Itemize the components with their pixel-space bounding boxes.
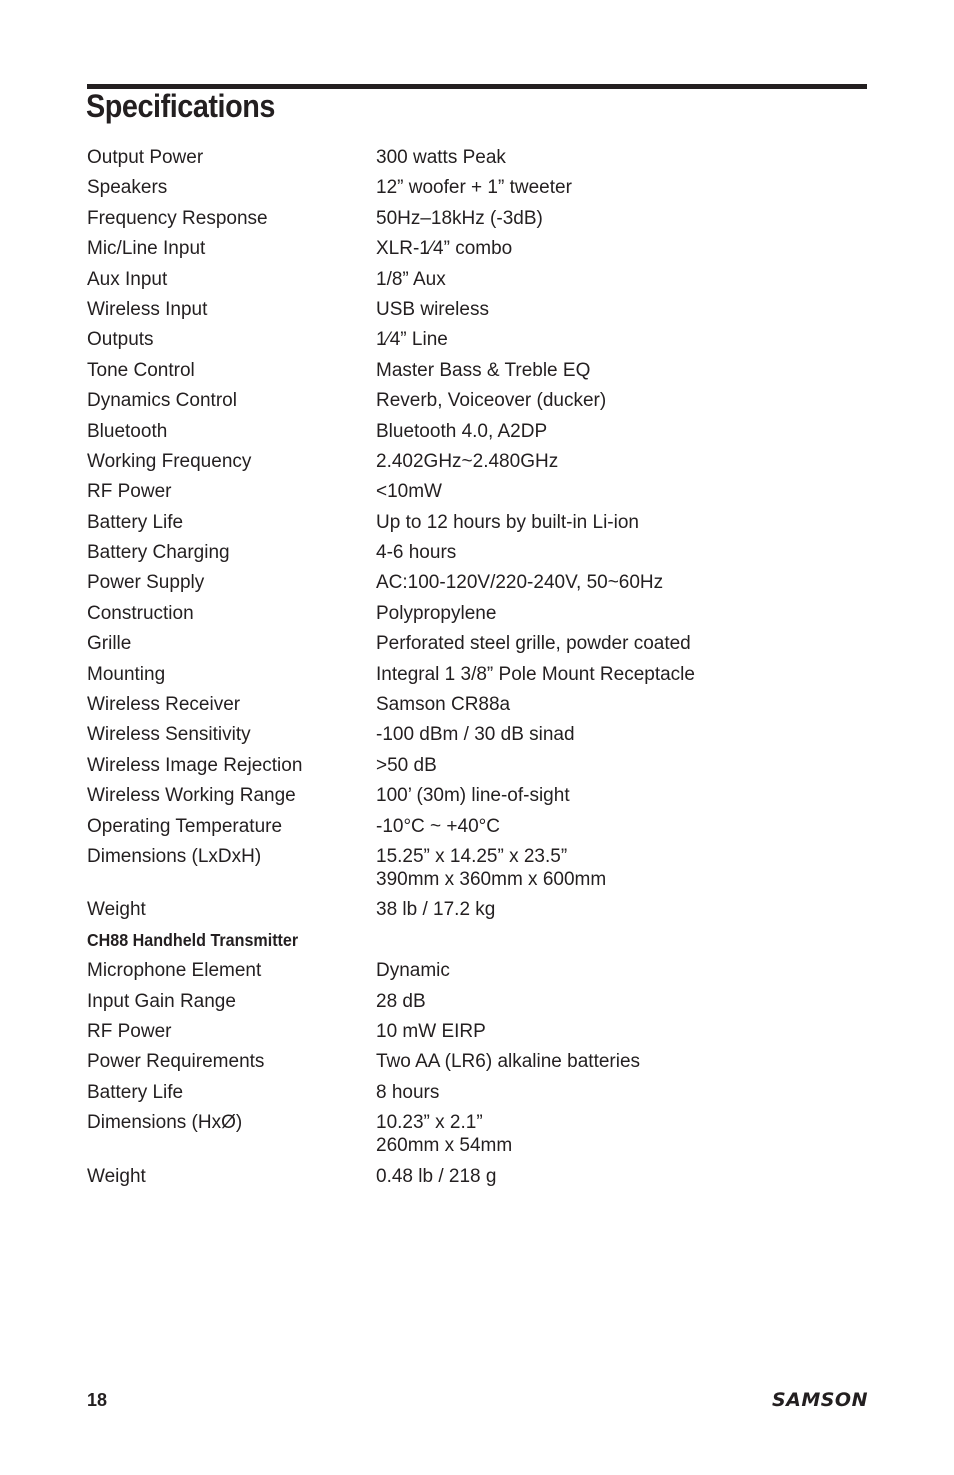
spec-row <box>87 693 867 716</box>
spec-value <box>376 754 867 777</box>
spec-label: Microphone Element <box>87 960 262 982</box>
spec-row <box>87 754 867 777</box>
spec-value-line: Bluetooth 4.0, A2DP <box>376 420 548 442</box>
spec-value <box>376 541 867 564</box>
spec-row <box>87 480 867 503</box>
spec-label: Wireless Receiver <box>87 694 241 716</box>
spec-value-line: 28 dB <box>376 990 426 1012</box>
spec-row <box>87 359 867 382</box>
specifications-table <box>87 146 867 1195</box>
spec-value <box>376 298 867 321</box>
spec-value <box>376 1165 867 1188</box>
spec-label: Working Frequency <box>87 450 252 472</box>
page-number: 18 <box>87 1390 108 1410</box>
spec-label: Dimensions (HxØ) <box>87 1112 243 1134</box>
spec-label: Weight <box>87 1165 146 1187</box>
spec-value <box>376 898 867 921</box>
spec-value-line: Up to 12 hours by built-in Li-ion <box>376 511 639 533</box>
spec-label: Battery Life <box>87 511 184 533</box>
spec-value <box>376 420 867 443</box>
spec-row <box>87 663 867 686</box>
spec-label: Operating Temperature <box>87 815 283 837</box>
spec-value <box>376 693 867 716</box>
spec-value-line: 4-6 hours <box>376 542 457 564</box>
spec-value <box>376 663 867 686</box>
spec-row <box>87 207 867 230</box>
page-title: Specifications <box>86 88 275 124</box>
spec-value <box>376 959 867 982</box>
spec-row <box>87 1165 867 1188</box>
spec-value-line: >50 dB <box>376 754 437 776</box>
spec-value <box>376 723 867 746</box>
spec-row <box>87 541 867 564</box>
spec-value-line: 1/8” Aux <box>376 268 446 290</box>
spec-value <box>376 359 867 382</box>
spec-label: Construction <box>87 602 194 624</box>
spec-value-line: USB wireless <box>376 298 489 320</box>
spec-row <box>87 1111 867 1157</box>
spec-label: Mounting <box>87 663 166 685</box>
spec-value-line: 10.23” x 2.1” <box>376 1112 483 1134</box>
spec-value-line: 2.402GHz~2.480GHz <box>376 450 559 472</box>
spec-value-line: 15.25” x 14.25” x 23.5” <box>376 845 568 867</box>
spec-row <box>87 450 867 473</box>
spec-label: Power Requirements <box>87 1051 265 1073</box>
spec-label: Wireless Sensitivity <box>87 724 251 746</box>
spec-label: RF Power <box>87 1020 172 1042</box>
spec-row <box>87 268 867 291</box>
spec-label: Frequency Response <box>87 207 268 229</box>
spec-value-line: Samson CR88a <box>376 694 511 716</box>
spec-label: Power Supply <box>87 572 205 594</box>
spec-row <box>87 959 867 982</box>
spec-label: Bluetooth <box>87 420 168 442</box>
spec-row <box>87 420 867 443</box>
spec-value-line: Integral 1 3/8” Pole Mount Receptacle <box>376 663 695 685</box>
spec-row <box>87 571 867 594</box>
spec-value <box>376 990 867 1013</box>
spec-value-line: AC:100-120V/220-240V, 50~60Hz <box>376 572 664 594</box>
spec-value-line: XLR-1⁄4” combo <box>376 238 513 260</box>
spec-value-line: 38 lb / 17.2 kg <box>376 899 496 921</box>
spec-value-line: 10 mW EIRP <box>376 1020 486 1042</box>
spec-value <box>376 237 867 260</box>
spec-row <box>87 845 867 891</box>
spec-value-line: 12” woofer + 1” tweeter <box>376 177 572 199</box>
spec-value <box>376 328 867 351</box>
spec-value-line: 300 watts Peak <box>376 147 506 168</box>
spec-label: Wireless Input <box>87 298 208 320</box>
spec-label: Mic/Line Input <box>87 238 206 260</box>
speaker-specs <box>87 146 867 921</box>
spec-value-line: 390mm x 360mm x 600mm <box>376 868 607 890</box>
spec-value <box>376 1020 867 1043</box>
spec-row <box>87 1020 867 1043</box>
spec-value <box>376 176 867 199</box>
spec-value <box>376 268 867 291</box>
spec-label: Wireless Image Rejection <box>87 754 303 776</box>
spec-row <box>87 511 867 534</box>
transmitter-specs <box>87 959 867 1187</box>
spec-value-line: Perforated steel grille, powder coated <box>376 633 691 655</box>
spec-value-line: <10mW <box>376 481 442 503</box>
spec-value-line: Master Bass & Treble EQ <box>376 359 591 381</box>
spec-label: RF Power <box>87 481 172 503</box>
spec-label: Grille <box>87 633 132 655</box>
spec-value <box>376 389 867 412</box>
spec-value-line: Reverb, Voiceover (ducker) <box>376 390 607 412</box>
spec-row <box>87 898 867 921</box>
spec-label: Tone Control <box>87 359 195 381</box>
transmitter-heading: CH88 Handheld Transmitter <box>87 929 299 950</box>
spec-label: Wireless Working Range <box>87 785 296 807</box>
samson-logo: SAMSON <box>771 1389 868 1411</box>
spec-label: Dimensions (LxDxH) <box>87 845 262 867</box>
spec-value-line: 1⁄4” Line <box>376 329 448 351</box>
spec-label: Battery Charging <box>87 542 230 564</box>
spec-row <box>87 298 867 321</box>
spec-value-line: -10°C ~ +40°C <box>376 815 500 837</box>
spec-label: Outputs <box>87 329 154 351</box>
spec-value <box>376 1111 867 1157</box>
spec-label: Input Gain Range <box>87 990 236 1012</box>
spec-label: Battery Life <box>87 1081 184 1103</box>
spec-value-line: 8 hours <box>376 1081 440 1103</box>
spec-row <box>87 237 867 260</box>
spec-value-line: Dynamic <box>376 960 450 982</box>
spec-row <box>87 1050 867 1073</box>
spec-label: Aux Input <box>87 268 168 290</box>
spec-row <box>87 389 867 412</box>
spec-value <box>376 1081 867 1104</box>
spec-value-line: Polypropylene <box>376 602 497 624</box>
spec-value-line: 50Hz–18kHz (-3dB) <box>376 207 543 229</box>
spec-value <box>376 146 867 169</box>
spec-value <box>376 511 867 534</box>
spec-row <box>87 784 867 807</box>
spec-value <box>376 450 867 473</box>
spec-label: Weight <box>87 899 146 921</box>
spec-value <box>376 480 867 503</box>
spec-row <box>87 723 867 746</box>
spec-value-line: 260mm x 54mm <box>376 1135 513 1157</box>
spec-value <box>376 845 867 891</box>
spec-value-line: -100 dBm / 30 dB sinad <box>376 724 575 746</box>
spec-label: Speakers <box>87 177 168 199</box>
spec-row <box>87 328 867 351</box>
spec-value <box>376 571 867 594</box>
spec-value <box>376 602 867 625</box>
spec-label: Output Power <box>87 147 204 168</box>
spec-row <box>87 815 867 838</box>
spec-value <box>376 1050 867 1073</box>
spec-value <box>376 207 867 230</box>
spec-label: Dynamics Control <box>87 390 237 412</box>
spec-row <box>87 602 867 625</box>
spec-row <box>87 146 867 169</box>
spec-value-line: 0.48 lb / 218 g <box>376 1165 497 1187</box>
spec-value <box>376 815 867 838</box>
spec-row <box>87 176 867 199</box>
spec-value <box>376 784 867 807</box>
spec-row <box>87 990 867 1013</box>
spec-row <box>87 632 867 655</box>
spec-row <box>87 1081 867 1104</box>
spec-value <box>376 632 867 655</box>
spec-value-line: Two AA (LR6) alkaline batteries <box>376 1051 641 1073</box>
spec-value-line: 100’ (30m) line-of-sight <box>376 785 570 807</box>
